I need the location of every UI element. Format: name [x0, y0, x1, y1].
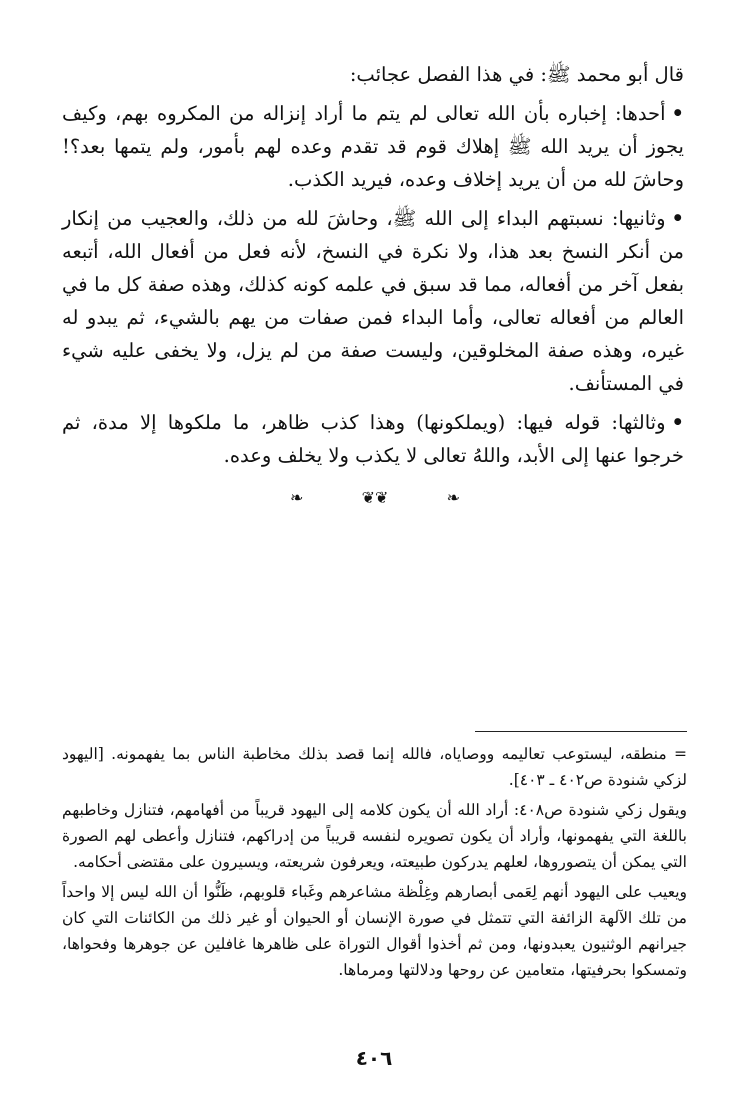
footnote-paragraph: = منطقه، ليستوعب تعاليمه ووصاياه، فالله إنما قصد بذلك مخاطبة الناس بما يفهمونه. [اليهود لزكي شنودة ص٤٠٢ ـ ٤٠٣].: [62, 745, 687, 789]
ornament-icon: ❧: [290, 487, 304, 507]
ornament-icon: ❧: [446, 487, 460, 507]
footnote-separator: [475, 731, 687, 732]
bullet-icon: •: [671, 102, 684, 125]
intro-line: قال أبو محمد ﷺ: في هذا الفصل عجائب:: [349, 63, 684, 86]
main-text: [62, 58, 684, 472]
page-number: ٤٠٦: [355, 1046, 393, 1070]
point-text: وثالثها: قوله فيها: (ويملكونها) وهذا كذب ظاهر، ما ملكوها إلا مدة، ثم خرجوا عنها إلى الأبد، واللهُ تعالى لا يكذب ولا يخلف وعده.: [62, 411, 684, 467]
point-2: [62, 202, 684, 400]
footnotes: [62, 741, 687, 987]
point-3: [62, 406, 684, 472]
point-1: [62, 97, 684, 196]
footnote-paragraph: ويقول زكي شنودة ص٤٠٨: أراد الله أن يكون كلامه إلى اليهود قريباً من أفهامهم، فتنازل وخاطبهم باللغة التي يفهمونها، وأراد أن يكون تصويره لنفسه قريباً من إدراكهم، فتنازل وأعطى لهم الصورة التي يمكن أن يتصوروها، لعلهم يدركون طبيعته، ويعرفون شريعته، ويسيرون على مقتضى أحكامه.: [62, 801, 687, 871]
point-text: أحدها: إخباره بأن الله تعالى لم يتم ما أراد إنزاله من المكروه بهم، وكيف يجوز أن يريد الله ﷺ إهلاك قوم قد تقدم وعده لهم بأمور، ولم يتمها بعد؟! وحاشَ لله من أن يريد إخلاف وعده، فيريد الكذب.: [62, 102, 684, 191]
footnote-paragraph: ويعيب على اليهود أنهم لِعَمى أبصارهم وغِلْظة مشاعرهم وغَباء قلوبهم، ظَنُّوا أن الله ليس إلا واحداً من تلك الآلهة الزائفة التي تتمثل في صورة الإنسان أو الحيوان أو غير ذلك من الكائنات التي كان جيرانهم الوثنيون يعبدونها، ومن ثم أخذوا أقوال التوراة على ظاهرها غافلين عن جوهرها وفحواها، وتمسكوا بحرفيتها، متعامين عن روحها ودلالتها ومرماها.: [62, 883, 687, 979]
bullet-icon: •: [671, 207, 684, 230]
point-text: وثانيها: نسبتهم البداء إلى الله ﷺ، وحاشَ لله من ذلك، والعجيب من إنكار من أنكر النسخ بعد هذا، ولا نكرة في النسخ، لأنه فعل من أفعال الله، أتبعه بفعل آخر من أفعاله، مما قد سبق في علمه كونه كذلك، وهذه صفة كل ما في العالم من أفعاله تعالى، وأما البداء فمن صفات من يهم بالشيء، ثم يبدو له غيره، وهذه صفة المخلوقين، وليست صفة من لم يزل، ولا يخفى عليه شيء في المستأنف.: [62, 207, 684, 395]
section-divider-ornaments: [290, 486, 460, 508]
bullet-icon: •: [671, 411, 684, 434]
ornament-icon: ❦❦: [361, 487, 389, 507]
